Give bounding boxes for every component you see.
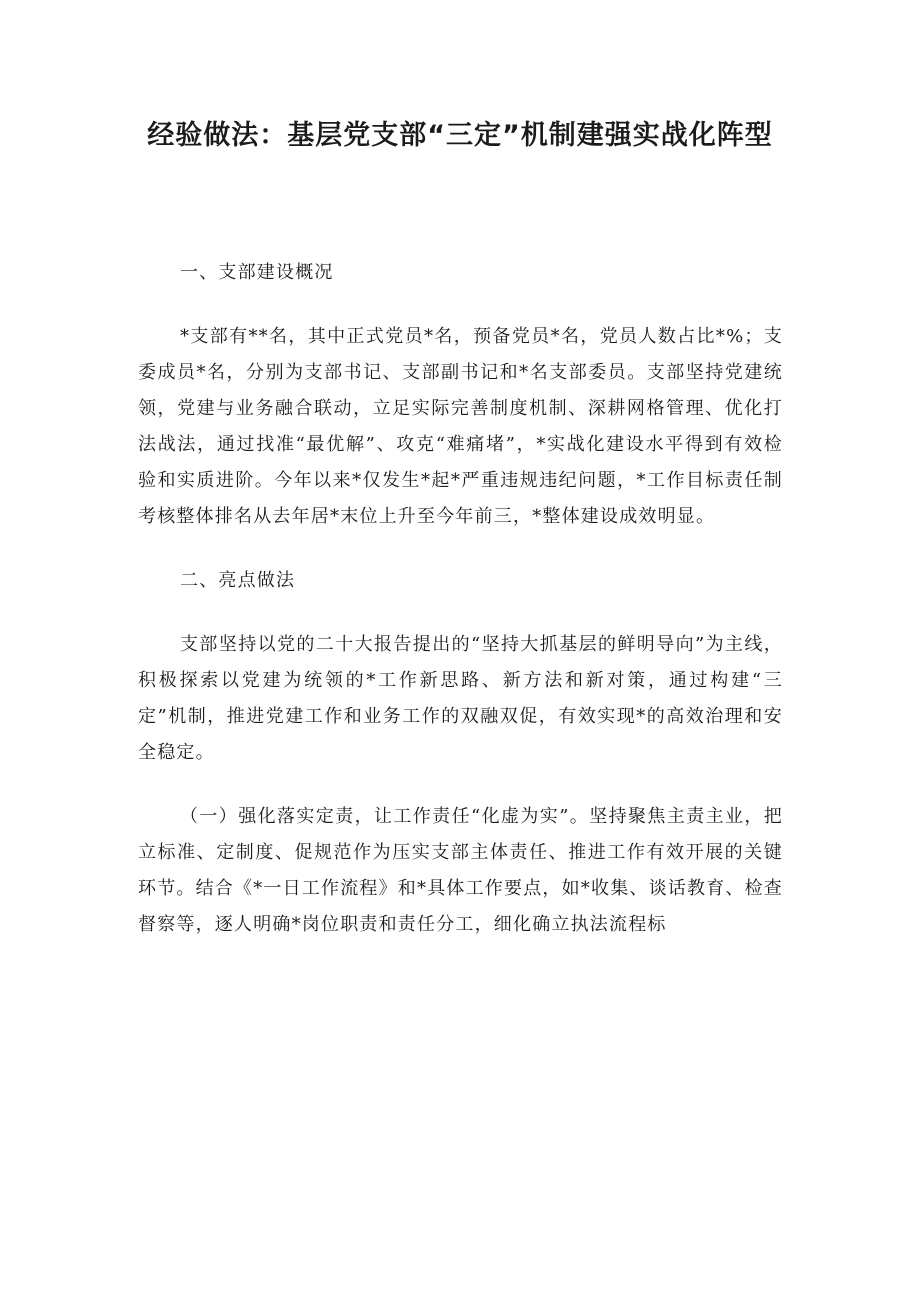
paragraph-highlights-intro: 支部坚持以党的二十大报告提出的“坚持大抓基层的鲜明导向”为主线，积极探索以党建为统领的*工作新思路、新方法和新对策，通过构建“三定”机制，推进党建工作和业务工作的双融双促，有效实现*的高效治理和安全稳定。 [138, 634, 783, 763]
section-heading-overview: 一、支部建设概况 [180, 262, 334, 283]
paragraph-overview: *支部有**名，其中正式党员*名，预备党员*名，党员人数占比*%；支委成员*名，分别为支部书记、支部副书记和*名支部委员。支部坚持党建统领，党建与业务融合联动，立足实际完善制度机制、深耕网格管理、优化打法战法，通过找准“最优解”、攻克“难痛堵”，*实战化建设水平得到有效检验和实质进阶。今年以来*仅发生*起*严重违规违纪问题，*工作目标责任制考核整体排名从去年居*末位上升至今年前三，*整体建设成效明显。 [138, 326, 783, 527]
paragraph-highlights-item-1: （一）强化落实定责，让工作责任“化虚为实”。坚持聚焦主责主业，把立标准、定制度、促规范作为压实支部主体责任、推进工作有效开展的关键环节。结合《*一日工作流程》和*具体工作要点，如*收集、谈话教育、检查督察等，逐人明确*岗位职责和责任分工，细化确立执法流程标 [138, 806, 783, 935]
section-heading-highlights: 二、亮点做法 [180, 570, 296, 591]
page-title: 经验做法：基层党支部“三定”机制建强实战化阵型 [147, 120, 773, 151]
document-body [138, 255, 783, 971]
